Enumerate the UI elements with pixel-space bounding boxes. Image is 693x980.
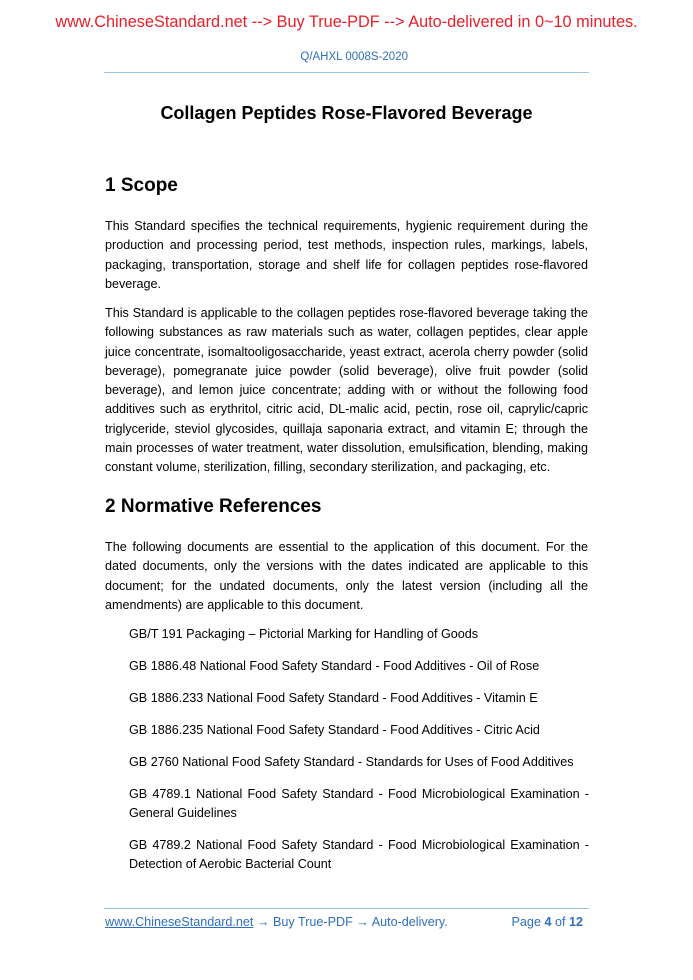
page-number: 4 [544, 915, 552, 929]
page-total: 12 [568, 915, 583, 929]
reference-item: GB 1886.48 National Food Safety Standard - Food Additives - Oil of Rose [129, 659, 540, 673]
document-code: Q/AHXL 0008S-2020 [300, 51, 408, 63]
reference-item: GB 1886.235 National Food Safety Standard - Food Additives - Citric Acid [129, 723, 540, 737]
page-indicator [512, 915, 583, 929]
footer-divider [104, 908, 589, 909]
reference-item: GB 1886.233 National Food Safety Standard - Food Additives - Vitamin E [129, 691, 538, 705]
scope-paragraph-1: This Standard specifies the technical requirements, hygienic requirement during the production and processing period, test methods, inspection rules, markings, labels, packaging, transportation, storage and shelf life for collagen peptides rose-flavored beverage. [105, 219, 588, 291]
page-label: Page [511, 915, 541, 929]
top-banner[interactable]: www.ChineseStandard.net --> Buy True-PDF --> Auto-delivered in 0~10 minutes. [55, 13, 638, 31]
section-heading-normative-references: 2 Normative References [105, 496, 322, 517]
reference-item: GB 4789.2 National Food Safety Standard - Food Microbiological Examination - Detection of Aerobic Bacterial Count [129, 838, 589, 871]
header-divider [104, 72, 589, 73]
of-label: of [554, 915, 566, 929]
references-intro: The following documents are essential to the application of this document. For the dated documents, only the versions with the dates indicated are applicable to this document; for the undated documents, only the latest version (including all the amendments) are applicable to this document. [105, 540, 588, 612]
reference-item: GB/T 191 Packaging – Pictorial Marking for Handling of Goods [129, 627, 479, 641]
document-title: Collagen Peptides Rose-Flavored Beverage [160, 103, 533, 123]
reference-item: GB 4789.1 National Food Safety Standard - Food Microbiological Examination - General Guidelines [129, 787, 589, 820]
page-footer [105, 915, 589, 933]
footer-text: → Buy True-PDF → Auto-delivery. [253, 915, 448, 929]
scope-paragraph-2: This Standard is applicable to the collagen peptides rose-flavored beverage taking the following substances as raw materials such as water, collagen peptides, clear apple juice concentrate, isomaltooligosaccharide, yeast extract, acerola cherry powder (solid beverage), pomegranate juice powder (solid beverage), olive fruit powder (solid beverage), and lemon juice concentrate; adding with or without the following food additives such as erythritol, citric acid, DL-malic acid, pectin, rose oil, caprylic/capric triglyceride, steviol glycosides, quillaja saponaria extract, and vitamin E; through the main processes of water treatment, water dissolution, emulsification, blending, making constant volume, sterilization, filling, secondary sterilization, and packaging, etc. [105, 306, 588, 475]
section-heading-scope: 1 Scope [105, 175, 178, 196]
footer-link[interactable]: www.ChineseStandard.net [105, 915, 254, 929]
reference-item: GB 2760 National Food Safety Standard - Standards for Uses of Food Additives [129, 755, 574, 769]
